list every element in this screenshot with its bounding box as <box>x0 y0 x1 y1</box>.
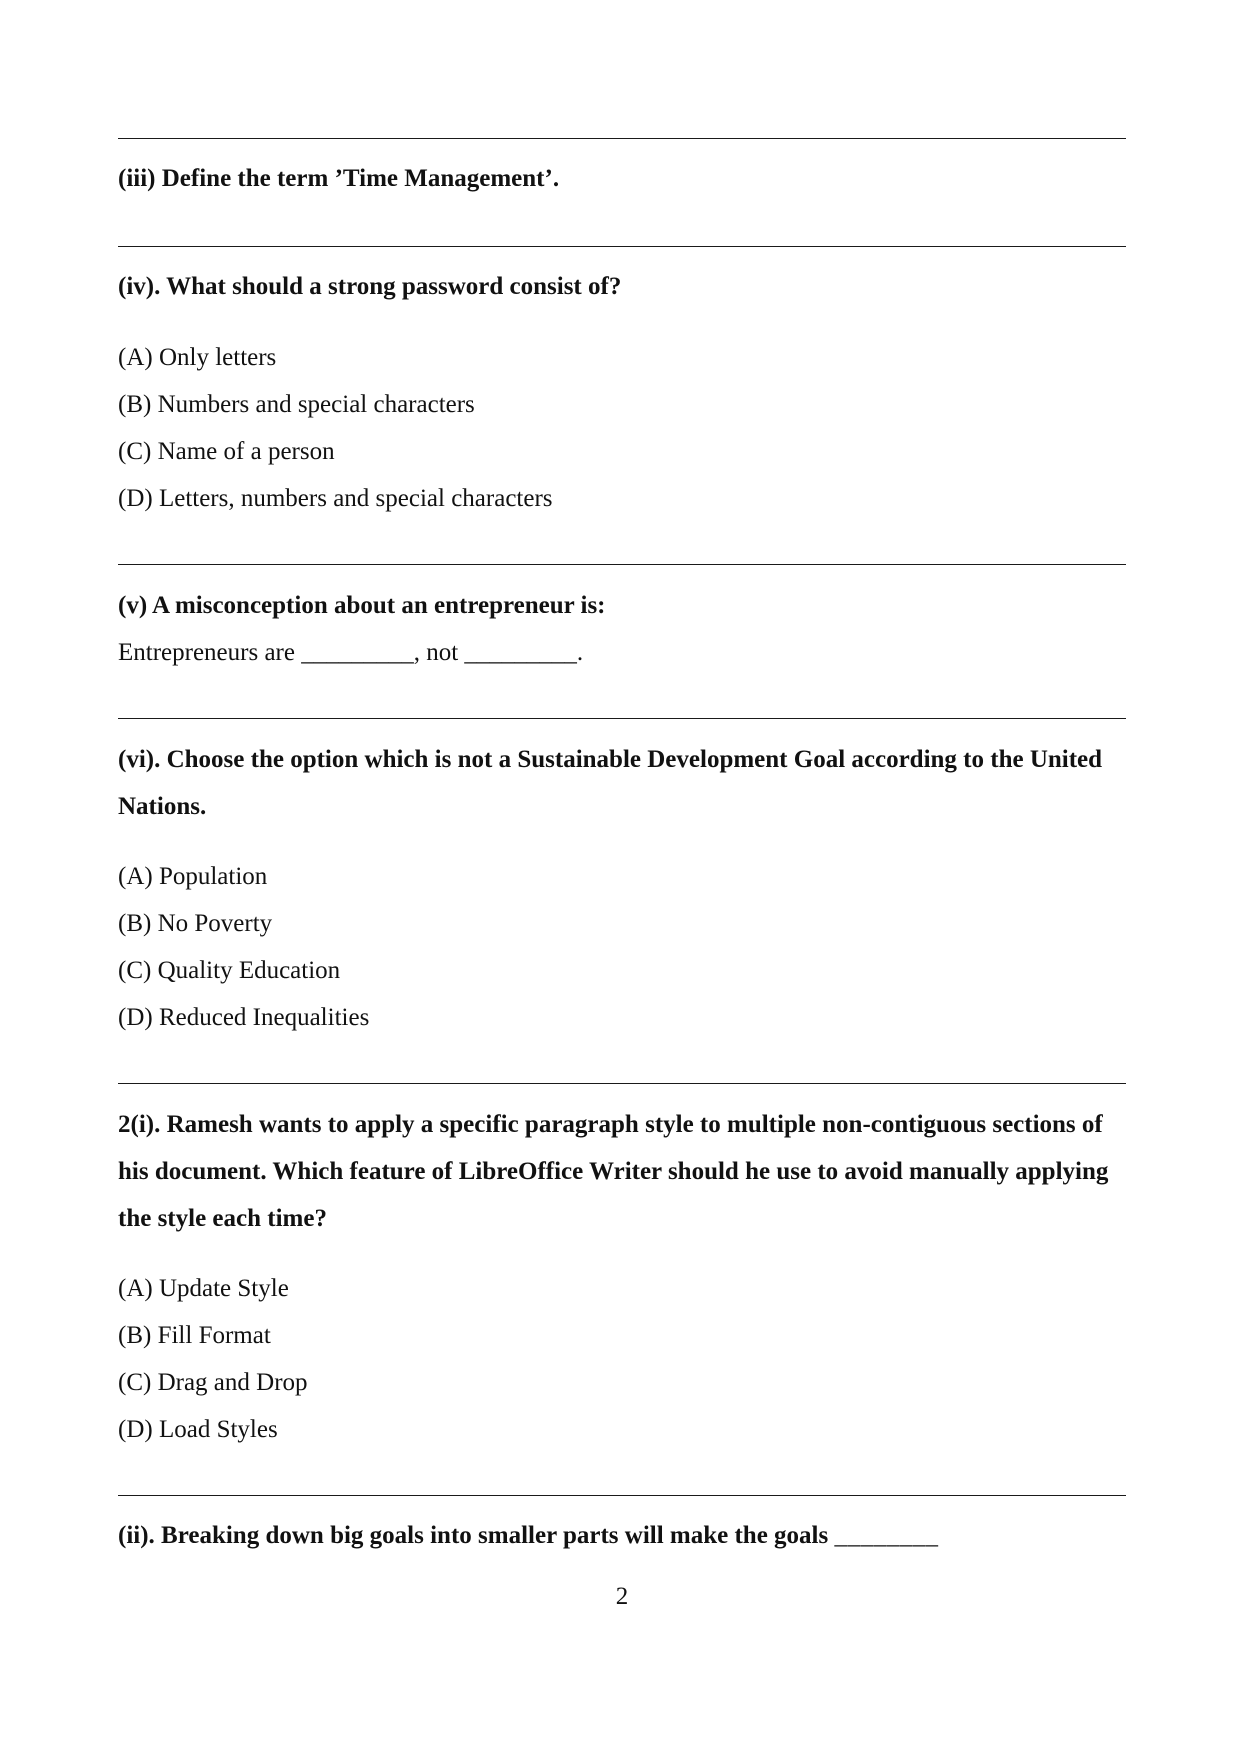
question-iii: (iii) Define the term ’Time Management’. <box>118 165 560 192</box>
question-2ii <box>118 1512 1126 1559</box>
fill-in-blank-line: Entrepreneurs are _________, not _________. <box>118 639 584 666</box>
page-number: 2 <box>615 1583 629 1610</box>
divider <box>118 246 1126 247</box>
question-2i: 2(i). Ramesh wants to apply a specific paragraph style to multiple non-contiguous sections of his document. Which feature of LibreOffice Writer should he use to avoid manually applying the style each time? <box>118 1111 1109 1232</box>
option-a: (A) Population <box>118 863 268 890</box>
option-a: (A) Only letters <box>118 344 277 371</box>
option-c: (C) Name of a person <box>118 438 335 465</box>
option-b: (B) Fill Format <box>118 1322 271 1349</box>
question-iv: (iv). What should a strong password consist of? <box>118 273 622 300</box>
divider <box>118 1495 1126 1496</box>
answer-blank: ________ <box>834 1522 939 1549</box>
option-d: (D) Letters, numbers and special characters <box>118 485 553 512</box>
option-b: (B) No Poverty <box>118 910 273 937</box>
question-vi: (vi). Choose the option which is not a Sustainable Development Goal according to the United Nations. <box>118 746 1103 820</box>
option-a: (A) Update Style <box>118 1275 289 1302</box>
question-v: (v) A misconception about an entrepreneur is: <box>118 592 606 619</box>
exam-page <box>118 0 1126 1754</box>
divider <box>118 718 1126 719</box>
option-d: (D) Load Styles <box>118 1416 278 1443</box>
divider <box>118 1083 1126 1084</box>
option-b: (B) Numbers and special characters <box>118 391 475 418</box>
divider <box>118 564 1126 565</box>
divider <box>118 138 1126 139</box>
option-d: (D) Reduced Inequalities <box>118 1004 370 1031</box>
option-c: (C) Quality Education <box>118 957 341 984</box>
question-2ii-text: (ii). Breaking down big goals into smaller parts will make the goals <box>118 1522 829 1549</box>
option-c: (C) Drag and Drop <box>118 1369 308 1396</box>
